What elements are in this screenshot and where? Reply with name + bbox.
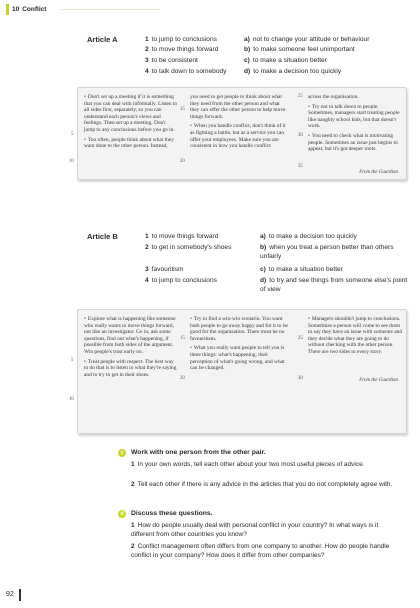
task-title: Work with one person from the other pair. xyxy=(131,449,266,456)
article-b-col-3: • Managers shouldn't jump to conclusions. Sometimes a person will come to see them to say they have an issue with someone and they decide what they are going to do without checking with the other person. There are two sides to every story. xyxy=(308,316,402,359)
task-badge: c xyxy=(118,449,126,457)
phrase-item: 2 to move things forward xyxy=(145,46,219,53)
line-number: 30 xyxy=(298,133,303,138)
line-number: 5 xyxy=(71,132,74,137)
meaning-item: d) to make a decision too quickly xyxy=(244,68,342,75)
unit-color-bar xyxy=(6,4,9,15)
phrase-item: 4 to jump to conclusions xyxy=(145,277,217,284)
task-item: 1 How do people usually deal with personal conflict in your country? In what ways is it different from other countries you know? xyxy=(131,522,379,538)
unit-title: Conflict xyxy=(22,6,47,13)
meaning-item: a) to make a decision too quickly xyxy=(260,233,357,240)
line-number: 15 xyxy=(180,107,185,112)
meaning-item: b) to make someone feel unimportant xyxy=(244,46,355,53)
unit-number: 10 xyxy=(12,6,20,13)
article-a-box xyxy=(69,87,407,180)
article-b-col-2: • Try to find a win-win scenario. You want both people to go away happy and for it to be good for the organisation. There must be no favouritism. • What you really want people to tell you is three things: what's happening, their perception of what's going wrong, and what can be changed. xyxy=(190,316,290,375)
phrase-item: 3 favouritism xyxy=(145,266,184,273)
meaning-item: b) when you treat a person better than others unfairly xyxy=(260,244,394,260)
meaning-item: c) to make a situation better xyxy=(244,57,327,64)
article-b-box xyxy=(69,309,407,434)
line-number: 10 xyxy=(69,397,74,402)
task-badge: d xyxy=(118,510,126,518)
line-number: 10 xyxy=(69,159,74,164)
header-rule xyxy=(60,9,160,10)
meaning-item: d) to try and see things from someone else's point of view xyxy=(260,277,408,293)
article-b-col-1: • Explore what is happening like someone who really wants to move things forward, not like an investigator. Go in, ask some questions, find out what's happening, if possible from both sides of the argument. Win people's trust early on. • Treat people with respect. The best way to do that is to listen to what they're saying and to try to get in their shoes. xyxy=(84,316,178,381)
task-item: 1 In your own words, tell each other about your two most useful pieces of advice. xyxy=(131,461,365,468)
line-number: 15 xyxy=(180,336,185,341)
page-header xyxy=(0,0,420,18)
phrase-item: 1 to move things forward xyxy=(145,233,219,240)
article-a-col-2: you need to get people to think about what they need from the other person and what they can offer the other person to help move things forward. • When you handle conflict, don't think of it as fighting a battle, but as a service you can offer your employees. Make sure you are consistent in how you handle conflict xyxy=(190,94,290,153)
line-number: 5 xyxy=(71,358,74,363)
meaning-item: a) not to change your attitude or behaviour xyxy=(244,36,370,43)
meaning-item: c) to make a situation better xyxy=(260,266,343,273)
phrase-item: 2 to get in somebody's shoes xyxy=(145,244,232,251)
phrase-item: 1 to jump to conclusions xyxy=(145,36,217,43)
line-number: 25 xyxy=(298,94,303,99)
line-number: 20 xyxy=(180,159,185,164)
article-a-col-1: • Don't set up a meeting if it is something that you can deal with informally. Listen to all sides first, separately, so you can understand each person's views and feelings. Then set up a meeting. Don't jump to any conclusions before you go in. • Too often, people think about what they want done to the other person. Instead, xyxy=(84,94,178,153)
unit-tab xyxy=(6,4,46,15)
task-item: 2 Conflict management often differs from one company to another. How do people handle conflict in your company? How does it differ from other companies? xyxy=(131,543,390,559)
article-a-label: Article A xyxy=(87,35,118,44)
line-number: 35 xyxy=(298,164,303,169)
article-a-col-3: across the organisation. • Try not to talk down to people. Sometimes, managers start treating people like naughty school kids, but that doesn't work. • You need to check what is motivating people. Sometimes an issue just begins to appear, but it's got deeper roots. xyxy=(308,94,402,156)
line-number: 25 xyxy=(298,336,303,341)
task-item: 2 Tell each other if there is any advice in the articles that you do not completely agree with. xyxy=(131,481,393,488)
article-b-label: Article B xyxy=(87,232,118,241)
source-credit: From the Guardian xyxy=(359,378,398,383)
page-number-rule xyxy=(19,589,21,601)
phrase-item: 3 to be consistent xyxy=(145,57,198,64)
line-number: 30 xyxy=(298,376,303,381)
page-number: 92 xyxy=(6,591,14,598)
source-credit: From the Guardian xyxy=(359,170,398,175)
task-title: Discuss these questions. xyxy=(131,510,213,517)
line-number: 20 xyxy=(180,376,185,381)
phrase-item: 4 to talk down to somebody xyxy=(145,68,227,75)
